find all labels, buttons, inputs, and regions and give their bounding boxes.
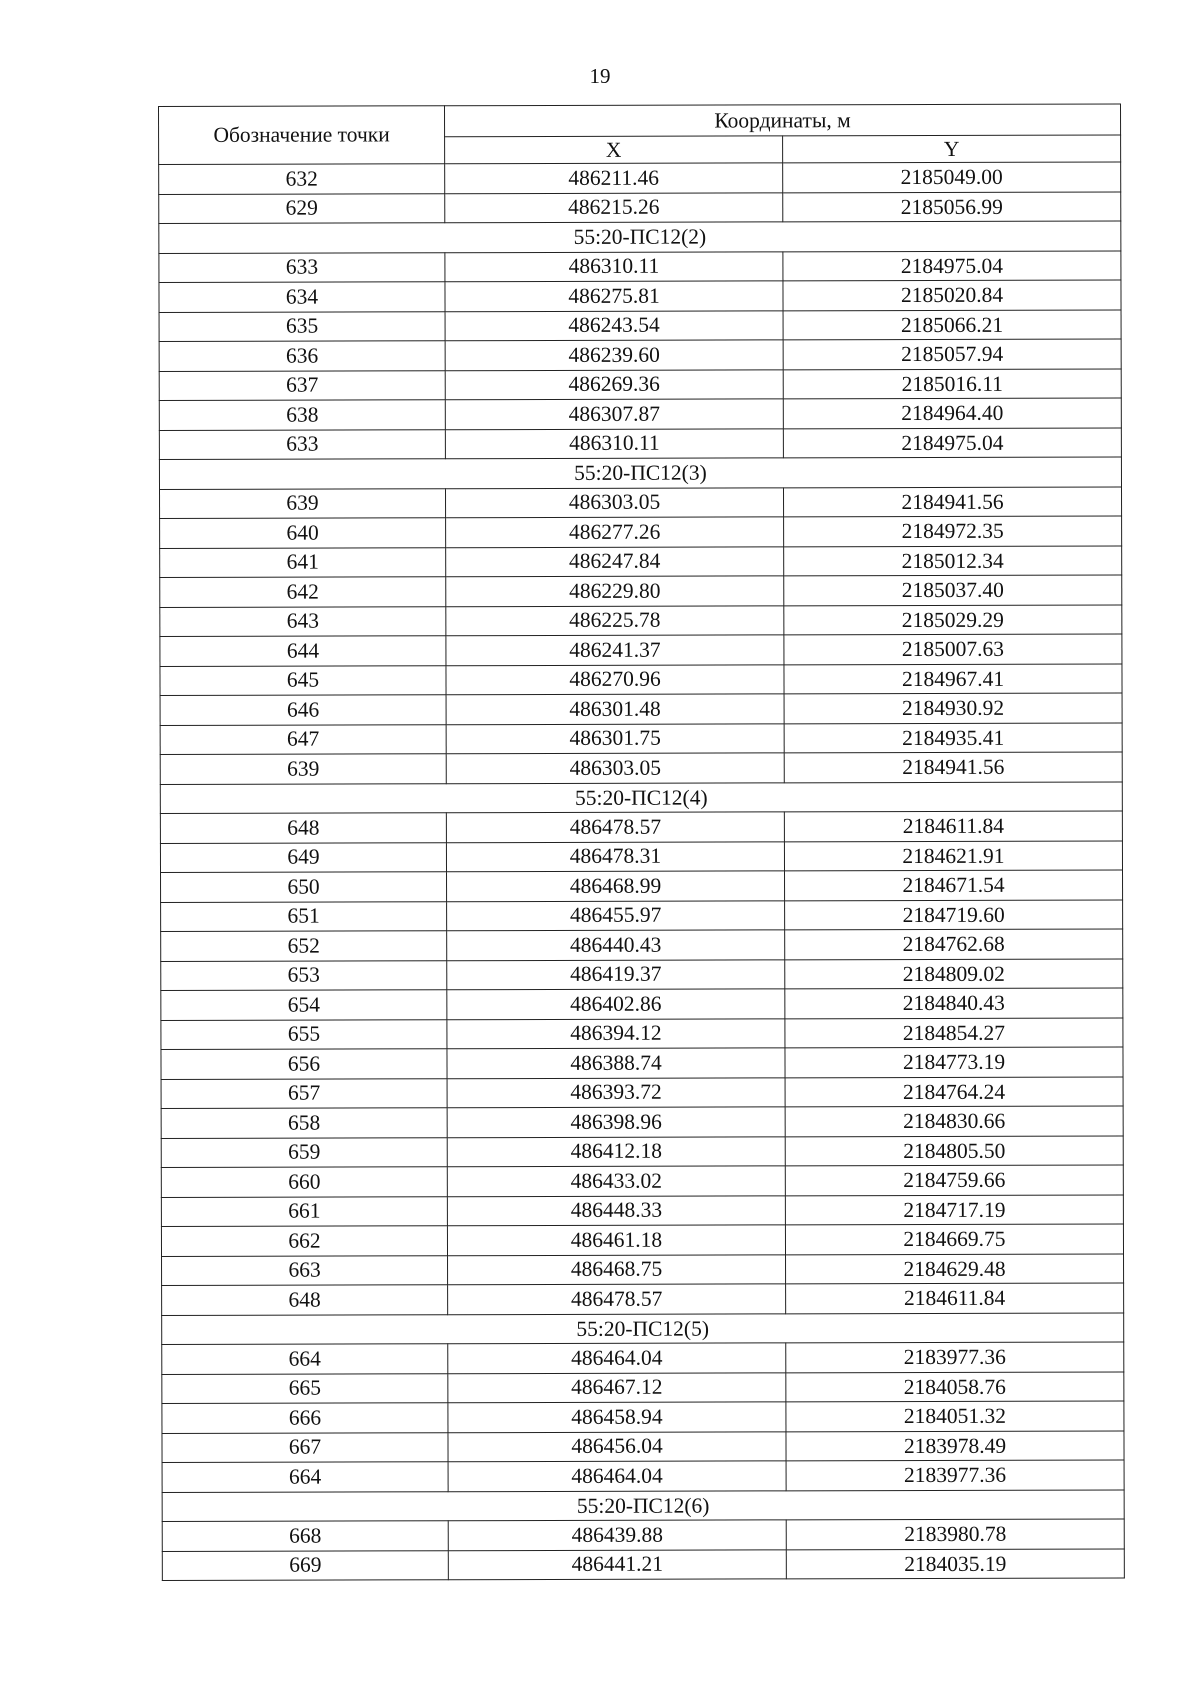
point-id-cell: 639: [160, 488, 446, 518]
y-coordinate-cell: 2184759.66: [785, 1165, 1123, 1195]
group-label: 55:20-ПС12(6): [162, 1489, 1124, 1521]
x-coordinate-cell: 486455.97: [447, 900, 785, 930]
table-row: [160, 604, 1122, 636]
point-id-cell: 662: [161, 1226, 447, 1256]
x-coordinate-cell: 486247.84: [446, 546, 784, 576]
y-coordinate-cell: 2183977.36: [786, 1342, 1124, 1372]
point-id-cell: 656: [161, 1049, 447, 1079]
group-heading-row: [159, 221, 1121, 253]
x-coordinate-cell: 486467.12: [448, 1372, 786, 1402]
table-row: [161, 988, 1123, 1020]
page-number: 19: [589, 64, 611, 88]
point-id-cell: 629: [159, 193, 445, 223]
x-coordinate-cell: 486277.26: [446, 517, 784, 547]
x-coordinate-cell: 486439.88: [448, 1520, 786, 1550]
table-row: [161, 929, 1123, 961]
y-coordinate-cell: 2184051.32: [786, 1401, 1124, 1431]
x-coordinate-cell: 486303.05: [446, 487, 784, 517]
x-coordinate-cell: 486468.75: [448, 1254, 786, 1284]
table-row: [160, 840, 1122, 872]
point-id-cell: 661: [161, 1196, 447, 1226]
point-id-cell: 660: [161, 1167, 447, 1197]
table-row: [160, 486, 1122, 518]
x-coordinate-cell: 486225.78: [446, 605, 784, 635]
table-row: [161, 1224, 1123, 1256]
y-coordinate-cell: 2184972.35: [784, 516, 1122, 546]
point-id-cell: 657: [161, 1078, 447, 1108]
point-id-cell: 659: [161, 1137, 447, 1167]
x-coordinate-cell: 486301.75: [446, 723, 784, 753]
x-coordinate-cell: 486243.54: [445, 310, 783, 340]
x-coordinate-cell: 486303.05: [446, 753, 784, 783]
table-row: [160, 811, 1122, 843]
y-coordinate-cell: 2184762.68: [785, 929, 1123, 959]
x-coordinate-cell: 486239.60: [445, 340, 783, 370]
point-id-cell: 635: [159, 311, 445, 341]
table-row: [161, 1106, 1123, 1138]
point-id-cell: 665: [162, 1373, 448, 1403]
y-coordinate-cell: 2184840.43: [785, 988, 1123, 1018]
point-id-cell: 650: [161, 872, 447, 902]
table-row: [159, 280, 1121, 312]
y-coordinate-cell: 2184773.19: [785, 1047, 1123, 1077]
point-id-cell: 668: [162, 1521, 448, 1551]
y-coordinate-cell: 2185029.29: [784, 604, 1122, 634]
y-coordinate-cell: 2184805.50: [785, 1135, 1123, 1165]
x-coordinate-cell: 486456.04: [448, 1431, 786, 1461]
table-row: [161, 870, 1123, 902]
header-y: Y: [783, 135, 1121, 163]
x-coordinate-cell: 486307.87: [445, 399, 783, 429]
y-coordinate-cell: 2183980.78: [786, 1519, 1124, 1549]
x-coordinate-cell: 486468.99: [447, 871, 785, 901]
point-id-cell: 658: [161, 1108, 447, 1138]
x-coordinate-cell: 486464.04: [448, 1461, 786, 1491]
y-coordinate-cell: 2184671.54: [785, 870, 1123, 900]
x-coordinate-cell: 486269.36: [445, 369, 783, 399]
y-coordinate-cell: 2184854.27: [785, 1017, 1123, 1047]
y-coordinate-cell: 2184621.91: [784, 840, 1122, 870]
table-row: [160, 663, 1122, 695]
x-coordinate-cell: 486412.18: [447, 1136, 785, 1166]
y-coordinate-cell: 2185056.99: [783, 191, 1121, 221]
x-coordinate-cell: 486275.81: [445, 281, 783, 311]
table-row: [162, 1519, 1124, 1551]
y-coordinate-cell: 2184809.02: [785, 958, 1123, 988]
y-coordinate-cell: 2184975.04: [783, 427, 1121, 457]
y-coordinate-cell: 2185016.11: [783, 368, 1121, 398]
x-coordinate-cell: 486394.12: [447, 1018, 785, 1048]
table-row: [162, 1430, 1124, 1462]
table-row: [161, 958, 1123, 990]
point-id-cell: 669: [162, 1550, 448, 1580]
y-coordinate-cell: 2184930.92: [784, 693, 1122, 723]
table-row: [159, 191, 1121, 223]
table-row: [160, 516, 1122, 548]
point-id-cell: 664: [162, 1462, 448, 1492]
point-id-cell: 633: [159, 252, 445, 282]
header-x: X: [445, 136, 783, 164]
table-row: [159, 427, 1121, 459]
group-heading-row: [159, 457, 1121, 489]
x-coordinate-cell: 486301.48: [446, 694, 784, 724]
x-coordinate-cell: 486393.72: [447, 1077, 785, 1107]
y-coordinate-cell: 2185020.84: [783, 280, 1121, 310]
point-id-cell: 667: [162, 1432, 448, 1462]
group-heading-row: [162, 1312, 1124, 1344]
point-id-cell: 647: [160, 724, 446, 754]
x-coordinate-cell: 486478.31: [446, 841, 784, 871]
x-coordinate-cell: 486229.80: [446, 576, 784, 606]
point-id-cell: 663: [162, 1255, 448, 1285]
point-id-cell: 640: [160, 518, 446, 548]
y-coordinate-cell: 2184975.04: [783, 250, 1121, 280]
group-heading-row: [162, 1489, 1124, 1521]
table-row: [162, 1283, 1124, 1315]
x-coordinate-cell: 486211.46: [445, 163, 783, 193]
point-id-cell: 642: [160, 577, 446, 607]
x-coordinate-cell: 486402.86: [447, 989, 785, 1019]
table-row: [160, 545, 1122, 577]
x-coordinate-cell: 486388.74: [447, 1048, 785, 1078]
y-coordinate-cell: 2185037.40: [784, 575, 1122, 605]
x-coordinate-cell: 486398.96: [447, 1107, 785, 1137]
point-id-cell: 639: [160, 754, 446, 784]
x-coordinate-cell: 486433.02: [447, 1166, 785, 1196]
point-id-cell: 646: [160, 695, 446, 725]
point-id-cell: 638: [159, 400, 445, 430]
table-body: [159, 162, 1125, 1581]
point-id-cell: 632: [159, 164, 445, 194]
point-id-cell: 633: [159, 429, 445, 459]
y-coordinate-cell: 2183977.36: [786, 1460, 1124, 1490]
y-coordinate-cell: 2184611.84: [786, 1283, 1124, 1313]
point-id-cell: 655: [161, 1019, 447, 1049]
point-id-cell: 637: [159, 370, 445, 400]
point-id-cell: 649: [160, 842, 446, 872]
table-row: [161, 1194, 1123, 1226]
point-id-cell: 636: [159, 341, 445, 371]
table-row: [162, 1401, 1124, 1433]
point-id-cell: 664: [162, 1344, 448, 1374]
y-coordinate-cell: 2184764.24: [785, 1076, 1123, 1106]
table-row: [162, 1460, 1124, 1492]
point-id-cell: 666: [162, 1403, 448, 1433]
y-coordinate-cell: 2185057.94: [783, 339, 1121, 369]
table-row: [161, 1165, 1123, 1197]
point-id-cell: 648: [162, 1285, 448, 1315]
y-coordinate-cell: 2184629.48: [786, 1253, 1124, 1283]
table-row: [161, 1047, 1123, 1079]
x-coordinate-cell: 486310.11: [445, 251, 783, 281]
y-coordinate-cell: 2184717.19: [785, 1194, 1123, 1224]
table-row: [161, 1076, 1123, 1108]
x-coordinate-cell: 486440.43: [447, 930, 785, 960]
x-coordinate-cell: 486458.94: [448, 1402, 786, 1432]
table-row: [160, 693, 1122, 725]
table-row: [162, 1371, 1124, 1403]
y-coordinate-cell: 2184964.40: [783, 398, 1121, 428]
point-id-cell: 654: [161, 990, 447, 1020]
y-coordinate-cell: 2185049.00: [783, 162, 1121, 192]
y-coordinate-cell: 2185012.34: [784, 545, 1122, 575]
table-row: [159, 398, 1121, 430]
table-row: [160, 752, 1122, 784]
y-coordinate-cell: 2184035.19: [786, 1548, 1124, 1578]
table-row: [160, 575, 1122, 607]
table-row: [161, 899, 1123, 931]
table-row: [162, 1342, 1124, 1374]
table-row: [159, 309, 1121, 341]
y-coordinate-cell: 2184941.56: [784, 752, 1122, 782]
y-coordinate-cell: 2185007.63: [784, 634, 1122, 664]
x-coordinate-cell: 486241.37: [446, 635, 784, 665]
x-coordinate-cell: 486215.26: [445, 192, 783, 222]
point-id-cell: 634: [159, 282, 445, 312]
point-id-cell: 651: [161, 901, 447, 931]
coordinates-table: [158, 103, 1125, 1581]
point-id-cell: 641: [160, 547, 446, 577]
table-row: [159, 339, 1121, 371]
y-coordinate-cell: 2184719.60: [785, 899, 1123, 929]
x-coordinate-cell: 486441.21: [448, 1549, 786, 1579]
y-coordinate-cell: 2185066.21: [783, 309, 1121, 339]
table-row: [159, 250, 1121, 282]
table-row: [160, 722, 1122, 754]
y-coordinate-cell: 2184935.41: [784, 722, 1122, 752]
y-coordinate-cell: 2184611.84: [784, 811, 1122, 841]
y-coordinate-cell: 2183978.49: [786, 1430, 1124, 1460]
header-point-designation: Обозначение точки: [159, 106, 445, 165]
point-id-cell: 652: [161, 931, 447, 961]
point-id-cell: 645: [160, 665, 446, 695]
table-row: [162, 1253, 1124, 1285]
table-row: [161, 1017, 1123, 1049]
header-coordinates: Координаты, м: [445, 104, 1121, 137]
x-coordinate-cell: 486419.37: [447, 959, 785, 989]
y-coordinate-cell: 2184941.56: [784, 486, 1122, 516]
point-id-cell: 648: [160, 813, 446, 843]
x-coordinate-cell: 486478.57: [446, 812, 784, 842]
table-row: [161, 1135, 1123, 1167]
point-id-cell: 644: [160, 636, 446, 666]
x-coordinate-cell: 486478.57: [448, 1284, 786, 1314]
group-heading-row: [160, 781, 1122, 813]
y-coordinate-cell: 2184669.75: [785, 1224, 1123, 1254]
y-coordinate-cell: 2184058.76: [786, 1371, 1124, 1401]
point-id-cell: 653: [161, 960, 447, 990]
y-coordinate-cell: 2184967.41: [784, 663, 1122, 693]
x-coordinate-cell: 486310.11: [445, 428, 783, 458]
x-coordinate-cell: 486461.18: [447, 1225, 785, 1255]
group-label: 55:20-ПС12(5): [162, 1312, 1124, 1344]
group-label: 55:20-ПС12(2): [159, 221, 1121, 253]
point-id-cell: 643: [160, 606, 446, 636]
x-coordinate-cell: 486270.96: [446, 664, 784, 694]
x-coordinate-cell: 486464.04: [448, 1343, 786, 1373]
table-row: [162, 1548, 1124, 1580]
table-header: [159, 104, 1121, 165]
y-coordinate-cell: 2184830.66: [785, 1106, 1123, 1136]
table-row: [159, 368, 1121, 400]
x-coordinate-cell: 486448.33: [447, 1195, 785, 1225]
table-row: [160, 634, 1122, 666]
group-label: 55:20-ПС12(3): [159, 457, 1121, 489]
group-label: 55:20-ПС12(4): [160, 781, 1122, 813]
table-row: [159, 162, 1121, 194]
